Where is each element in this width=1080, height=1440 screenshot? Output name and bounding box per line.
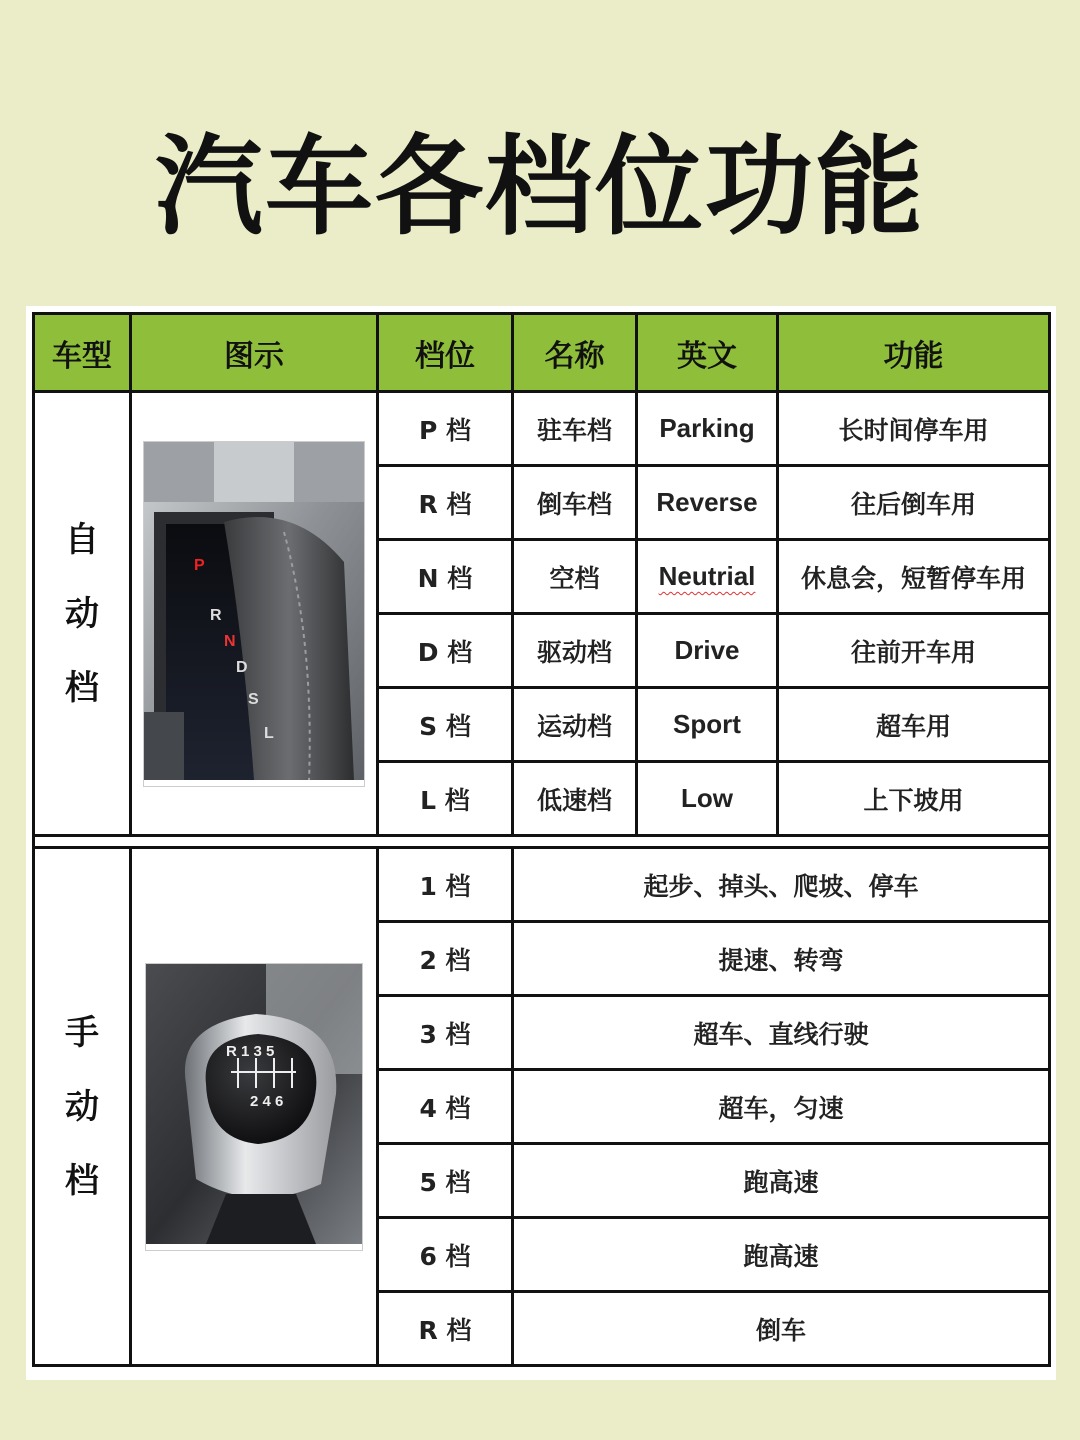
gear-cell: 3 档 <box>378 996 513 1070</box>
knob-top-labels: R 1 3 5 <box>226 1042 275 1060</box>
gear-name-cell: 运动档 <box>513 688 637 762</box>
manual-gear-knob-photo <box>145 963 363 1251</box>
car-type-manual: 手 动 档 <box>34 848 131 1366</box>
gear-function-cell: 往前开车用 <box>778 614 1050 688</box>
automatic-gear-shifter-photo <box>143 441 365 787</box>
gear-cell: P 档 <box>378 392 513 466</box>
gear-cell: S 档 <box>378 688 513 762</box>
gear-function-cell: 超车用 <box>778 688 1050 762</box>
gear-cell: R 档 <box>378 466 513 540</box>
gear-cell: 2 档 <box>378 922 513 996</box>
automatic-shifter-image-cell <box>131 392 378 836</box>
gear-cell: R 档 <box>378 1292 513 1366</box>
car-type-automatic: 自 动 档 <box>34 392 131 836</box>
section-divider <box>34 836 1050 848</box>
gear-english-cell: Parking <box>637 392 778 466</box>
gear-english-cell: Drive <box>637 614 778 688</box>
gear-name-cell: 倒车档 <box>513 466 637 540</box>
header-english: 英文 <box>637 314 778 392</box>
gear-name-cell: 驻车档 <box>513 392 637 466</box>
header-car-type: 车型 <box>34 314 131 392</box>
gear-english-cell <box>637 540 778 614</box>
gear-table <box>32 312 1051 1367</box>
gear-cell: D 档 <box>378 614 513 688</box>
gear-cell: L 档 <box>378 762 513 836</box>
gear-function-cell: 倒车 <box>513 1292 1050 1366</box>
gear-function-cell: 往后倒车用 <box>778 466 1050 540</box>
table-row <box>34 392 1050 466</box>
table-header-row <box>34 314 1050 392</box>
gear-cell: 6 档 <box>378 1218 513 1292</box>
gear-cell: 4 档 <box>378 1070 513 1144</box>
gear-function-cell: 提速、转弯 <box>513 922 1050 996</box>
shift-letter-d: D <box>236 658 248 676</box>
gear-name-cell: 低速档 <box>513 762 637 836</box>
shift-letter-r: R <box>210 606 222 624</box>
header-illustration: 图示 <box>131 314 378 392</box>
gear-english-cell: Low <box>637 762 778 836</box>
gear-name-cell: 空档 <box>513 540 637 614</box>
page-title: 汽车各档位功能 <box>154 125 925 250</box>
gear-function-cell: 跑高速 <box>513 1144 1050 1218</box>
gear-function-cell: 超车，匀速 <box>513 1070 1050 1144</box>
gear-function-cell: 超车、直线行驶 <box>513 996 1050 1070</box>
gear-cell: N 档 <box>378 540 513 614</box>
shift-letter-l: L <box>264 724 274 742</box>
gear-english-cell: Reverse <box>637 466 778 540</box>
shift-letter-p: P <box>194 556 205 574</box>
gear-english-cell: Sport <box>637 688 778 762</box>
header-function: 功能 <box>778 314 1050 392</box>
header-name: 名称 <box>513 314 637 392</box>
gear-function-cell: 上下坡用 <box>778 762 1050 836</box>
gear-function-cell: 跑高速 <box>513 1218 1050 1292</box>
shift-letter-s: S <box>248 690 259 708</box>
gear-function-cell: 起步、掉头、爬坡、停车 <box>513 848 1050 922</box>
gear-function-cell: 长时间停车用 <box>778 392 1050 466</box>
gear-function-cell: 休息会，短暂停车用 <box>778 540 1050 614</box>
misspelled-word: Neutrial <box>658 561 756 591</box>
table-row <box>34 848 1050 922</box>
knob-bottom-labels: 2 4 6 <box>250 1092 284 1110</box>
gear-name-cell: 驱动档 <box>513 614 637 688</box>
manual-knob-image-cell <box>131 848 378 1366</box>
shift-letter-n: N <box>224 632 236 650</box>
gear-cell: 5 档 <box>378 1144 513 1218</box>
gear-cell: 1 档 <box>378 848 513 922</box>
header-gear: 档位 <box>378 314 513 392</box>
